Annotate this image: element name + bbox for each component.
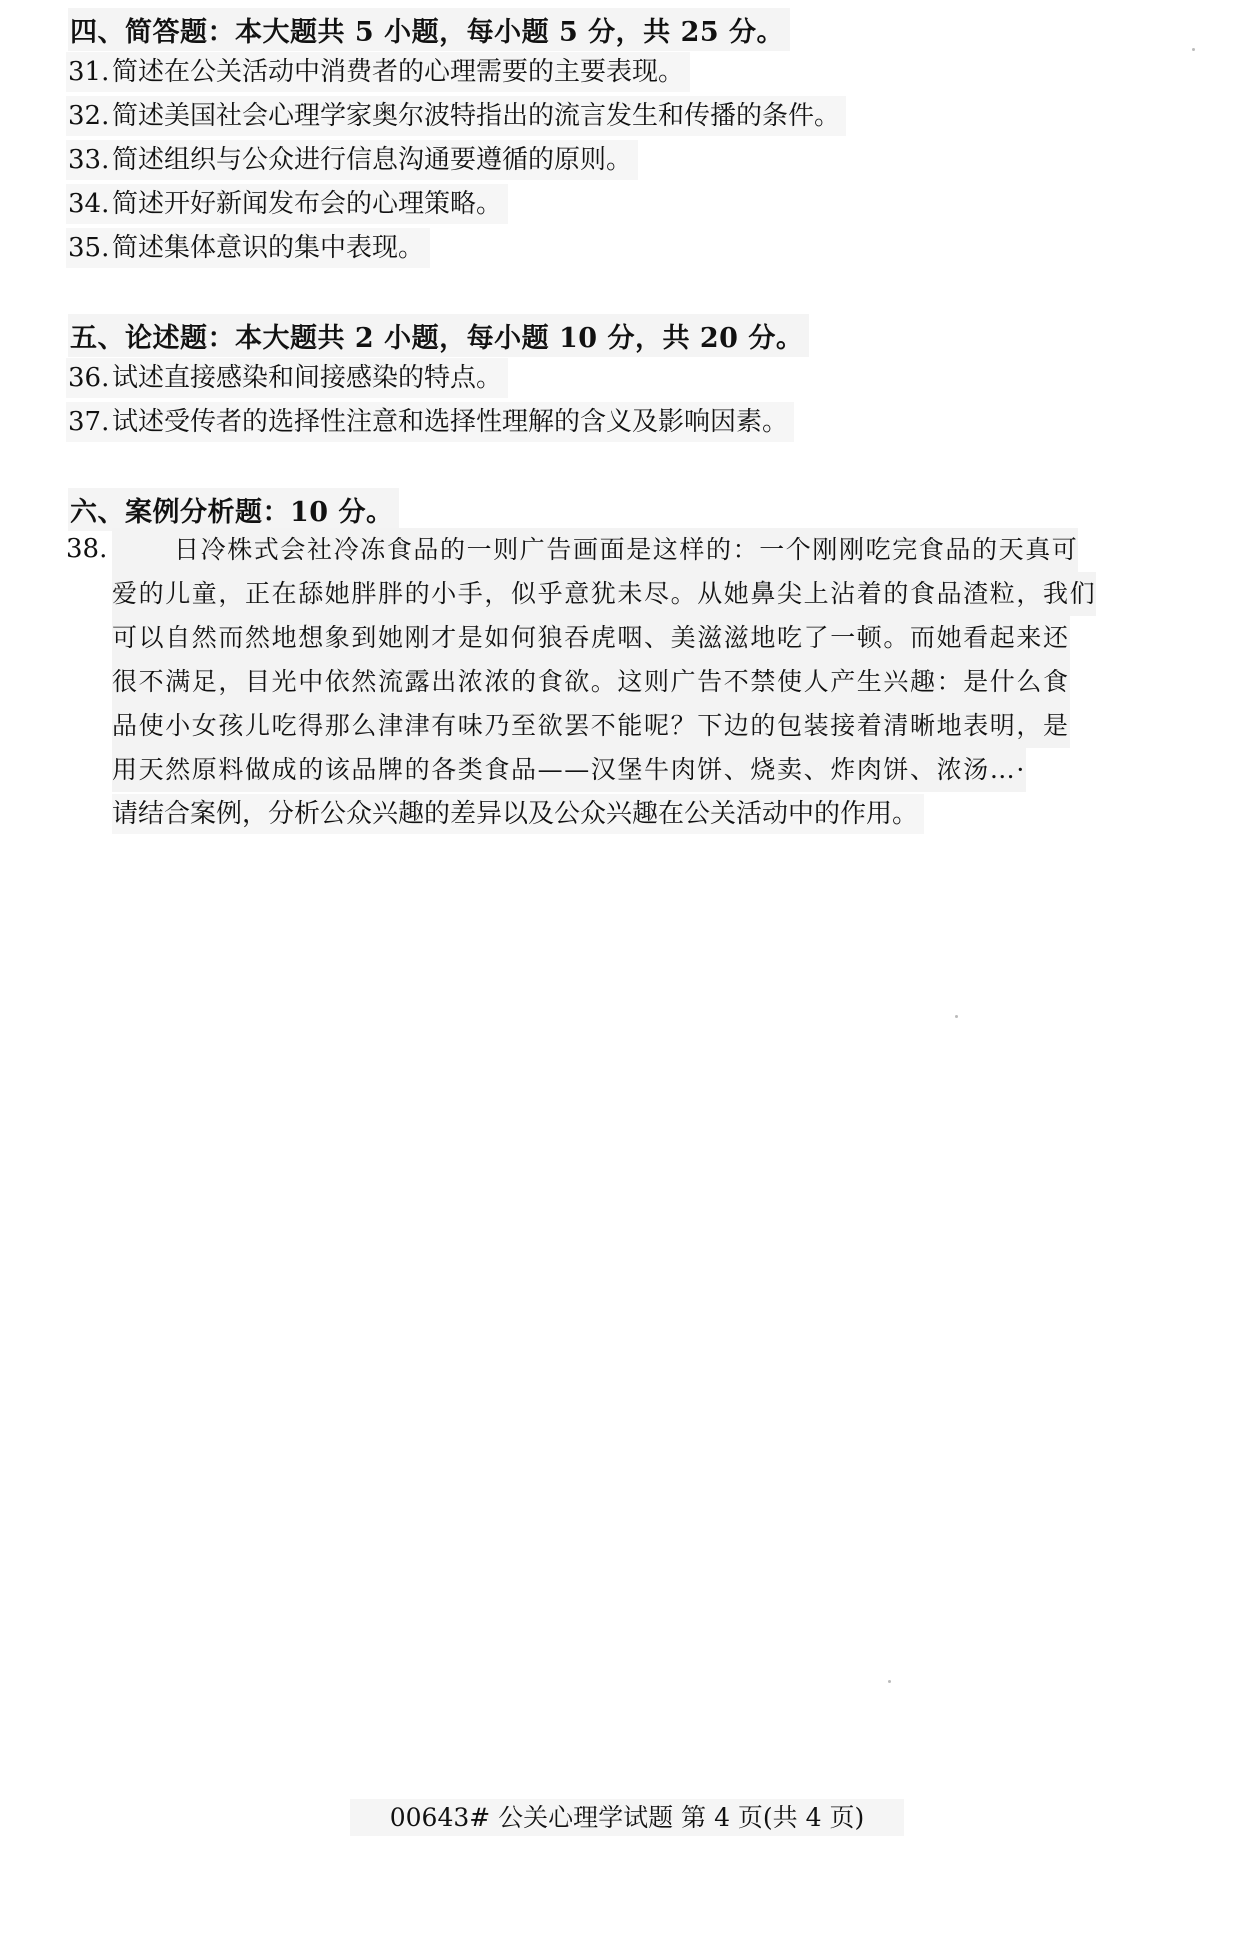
question-38-number: 38.	[66, 534, 108, 564]
question-number: 36.	[68, 363, 110, 393]
question-35	[66, 228, 430, 268]
scan-speck	[1192, 48, 1195, 51]
question-34	[66, 184, 508, 224]
question-text: 试述受传者的选择性注意和选择性理解的含义及影响因素。	[112, 407, 789, 437]
case-line: 品使小女孩儿吃得那么津津有味乃至欲罢不能呢？下边的包装接着清晰地表明，是	[112, 704, 1070, 748]
case-line: 用天然原料做成的该品牌的各类食品——汉堡牛肉饼、烧卖、炸肉饼、浓汤…·	[112, 748, 1026, 792]
case-passage	[112, 528, 1142, 792]
section-4-heading: 四、简答题：本大题共 5 小题，每小题 5 分，共 25 分。	[68, 8, 790, 51]
question-number: 31.	[68, 57, 110, 87]
question-33	[66, 140, 638, 180]
question-number: 34.	[68, 189, 110, 219]
page-footer	[0, 1798, 1254, 1834]
question-32	[66, 96, 846, 136]
question-37	[66, 402, 794, 442]
case-line: 日冷株式会社冷冻食品的一则广告画面是这样的：一个刚刚吃完食品的天真可	[112, 528, 1078, 572]
case-instruction: 请结合案例，分析公众兴趣的差异以及公众兴趣在公关活动中的作用。	[112, 794, 924, 834]
question-31	[66, 52, 690, 92]
question-text: 简述组织与公众进行信息沟通要遵循的原则。	[112, 145, 633, 175]
footer-text: 00643# 公关心理学试题 第 4 页(共 4 页)	[350, 1799, 904, 1836]
section-5-heading: 五、论述题：本大题共 2 小题，每小题 10 分，共 20 分。	[68, 314, 809, 357]
case-line: 很不满足，目光中依然流露出浓浓的食欲。这则广告不禁使人产生兴趣：是什么食	[112, 660, 1070, 704]
question-number: 32.	[68, 101, 110, 131]
section-6-heading: 六、案例分析题：10 分。	[68, 488, 399, 531]
question-text: 简述集体意识的集中表现。	[112, 233, 425, 263]
question-number: 35.	[68, 233, 110, 263]
question-text: 简述美国社会心理学家奥尔波特指出的流言发生和传播的条件。	[112, 101, 841, 131]
question-number: 33.	[68, 145, 110, 175]
question-text: 简述在公关活动中消费者的心理需要的主要表现。	[112, 57, 685, 87]
case-line: 可以自然而然地想象到她刚才是如何狼吞虎咽、美滋滋地吃了一顿。而她看起来还	[112, 616, 1070, 660]
question-text: 试述直接感染和间接感染的特点。	[112, 363, 503, 393]
question-number: 37.	[68, 407, 110, 437]
scan-speck	[955, 1015, 958, 1018]
question-36	[66, 358, 508, 398]
case-line: 爱的儿童，正在舔她胖胖的小手，似乎意犹未尽。从她鼻尖上沾着的食品渣粒，我们	[112, 572, 1096, 616]
question-text: 简述开好新闻发布会的心理策略。	[112, 189, 503, 219]
scan-speck	[888, 1680, 891, 1683]
